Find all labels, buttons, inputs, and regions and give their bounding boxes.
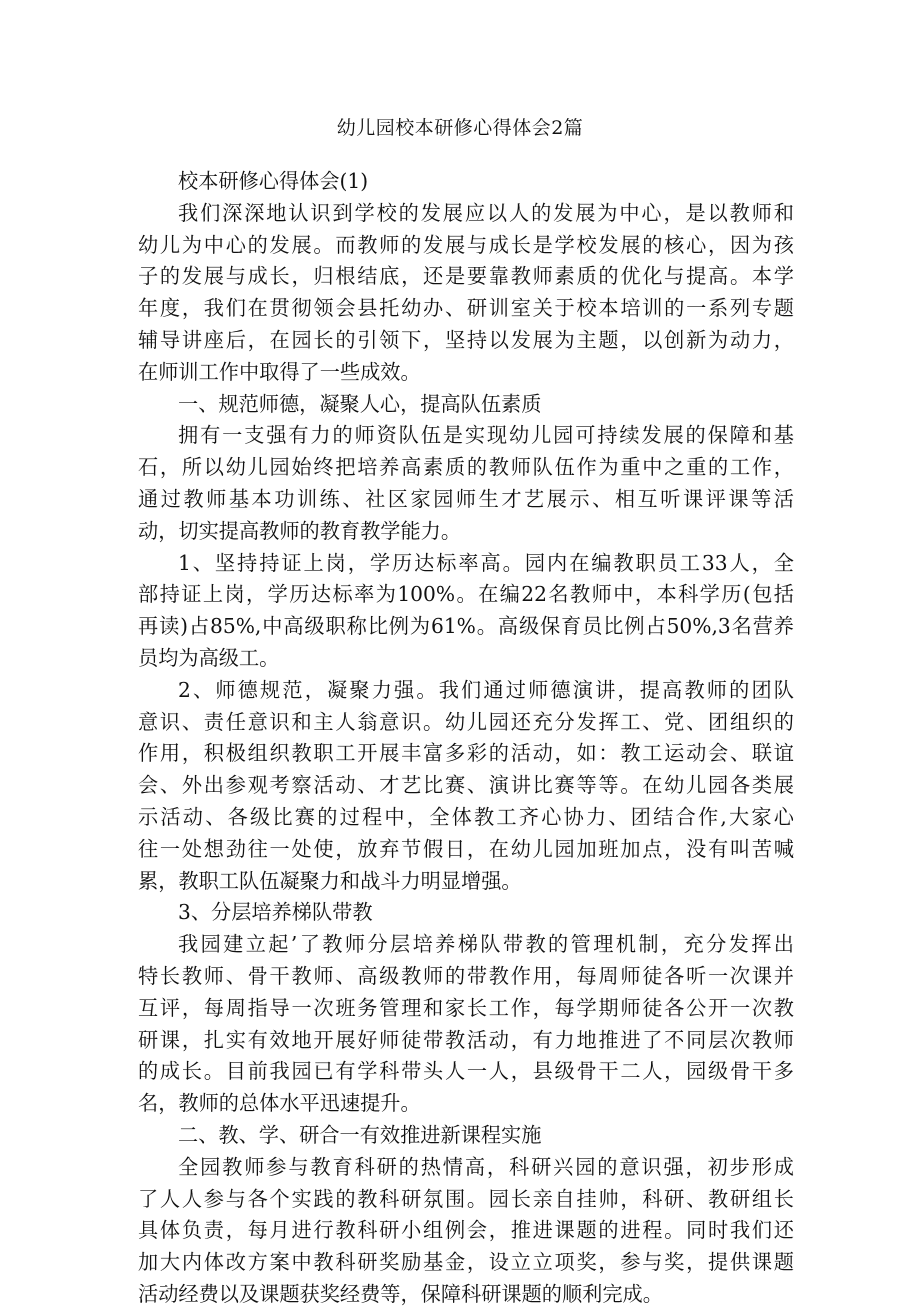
document-body bbox=[138, 166, 794, 1311]
document-title: 幼儿园校本研修心得体会2篇 bbox=[336, 117, 584, 139]
text-line: 互评，每周指导一次班务管理和家长工作，每学期师徒各公开一次教 bbox=[138, 995, 794, 1020]
text-line: 会、外出参观考察活动、才艺比赛、演讲比赛等等。在幼儿园各类展 bbox=[138, 773, 794, 798]
text-line: 的成长。目前我园已有学科带头人一人，县级骨干二人，园级骨干多 bbox=[138, 1059, 794, 1084]
text-line: 了人人参与各个实践的教科研氛围。园长亲自挂帅，科研、教研组长 bbox=[138, 1186, 794, 1211]
text-line: 示活动、各级比赛的过程中，全体教工齐心协力、团结合作,大家心 bbox=[138, 804, 794, 829]
text-line: 校本研修心得体会(1) bbox=[178, 169, 369, 193]
text-line: 1、坚持持证上岗，学历达标率高。园内在编教职员工33人，全 bbox=[178, 550, 794, 575]
text-line: 再读)占85%,中高级职称比例为61%。高级保育员比例占50%,3名营养 bbox=[138, 614, 794, 639]
text-line: 具体负责，每月进行教科研小组例会，推进课题的进程。同时我们还 bbox=[138, 1218, 794, 1243]
text-line: 动，切实提高教师的教育教学能力。 bbox=[138, 518, 462, 543]
text-line: 全园教师参与教育科研的热情高，科研兴园的意识强，初步形成 bbox=[178, 1154, 794, 1179]
text-line: 名，教师的总体水平迅速提升。 bbox=[138, 1091, 421, 1116]
text-line: 部持证上岗，学历达标率为100%。在编22名教师中，本科学历(包括 bbox=[138, 582, 794, 607]
text-line: 一、规范师德，凝聚人心，提高队伍素质 bbox=[178, 391, 542, 416]
text-line: 作用，积极组织教职工开展丰富多彩的活动，如：教工运动会、联谊 bbox=[138, 741, 794, 766]
text-line: 累，教职工队伍凝聚力和战斗力明显增强。 bbox=[138, 868, 522, 893]
text-line: 活动经费以及课题获奖经费等，保障科研课题的顺利完成。 bbox=[138, 1281, 663, 1306]
text-line: 石，所以幼儿园始终把培养高素质的教师队伍作为重中之重的工作， bbox=[138, 455, 794, 480]
text-line: 年度，我们在贯彻领会县托幼办、研训室关于校本培训的一系列专题 bbox=[138, 296, 794, 321]
text-line: 员均为高级工。 bbox=[138, 645, 280, 670]
text-line: 2、师德规范，凝聚力强。我们通过师德演讲，提高教师的团队 bbox=[178, 677, 794, 702]
text-line: 通过教师基本功训练、社区家园师生才艺展示、相互听课评课等活 bbox=[138, 486, 794, 511]
text-line: 特长教师、骨干教师、高级教师的带教作用，每周师徒各听一次课并 bbox=[138, 963, 794, 988]
text-line: 3、分层培养梯队带教 bbox=[178, 900, 373, 925]
text-line: 二、教、学、研合一有效推进新课程实施 bbox=[178, 1122, 542, 1147]
text-line: 加大内体改方案中教科研奖励基金，设立立项奖，参与奖，提供课题 bbox=[138, 1250, 794, 1275]
text-line: 拥有一支强有力的师资队伍是实现幼儿园可持续发展的保障和基 bbox=[178, 423, 794, 448]
text-line: 辅导讲座后，在园长的引领下，坚持以发展为主题，以创新为动力， bbox=[138, 327, 794, 352]
text-line: 我园建立起’了教师分层培养梯队带教的管理机制，充分发挥出 bbox=[178, 932, 794, 957]
text-line: 往一处想劲往一处使，放弃节假日，在幼儿园加班加点，没有叫苦喊 bbox=[138, 836, 794, 861]
text-line: 幼儿为中心的发展。而教师的发展与成长是学校发展的核心，因为孩 bbox=[138, 232, 794, 257]
text-line: 我们深深地认识到学校的发展应以人的发展为中心，是以教师和 bbox=[178, 200, 794, 225]
text-line: 子的发展与成长，归根结底，还是要靠教师素质的优化与提高。本学 bbox=[138, 264, 794, 289]
text-line: 研课，扎实有效地开展好师徒带教活动，有力地推进了不同层次教师 bbox=[138, 1027, 794, 1052]
text-line: 意识、责任意识和主人翁意识。幼儿园还充分发挥工、党、团组织的 bbox=[138, 709, 794, 734]
text-line: 在师训工作中取得了一些成效。 bbox=[138, 359, 421, 384]
